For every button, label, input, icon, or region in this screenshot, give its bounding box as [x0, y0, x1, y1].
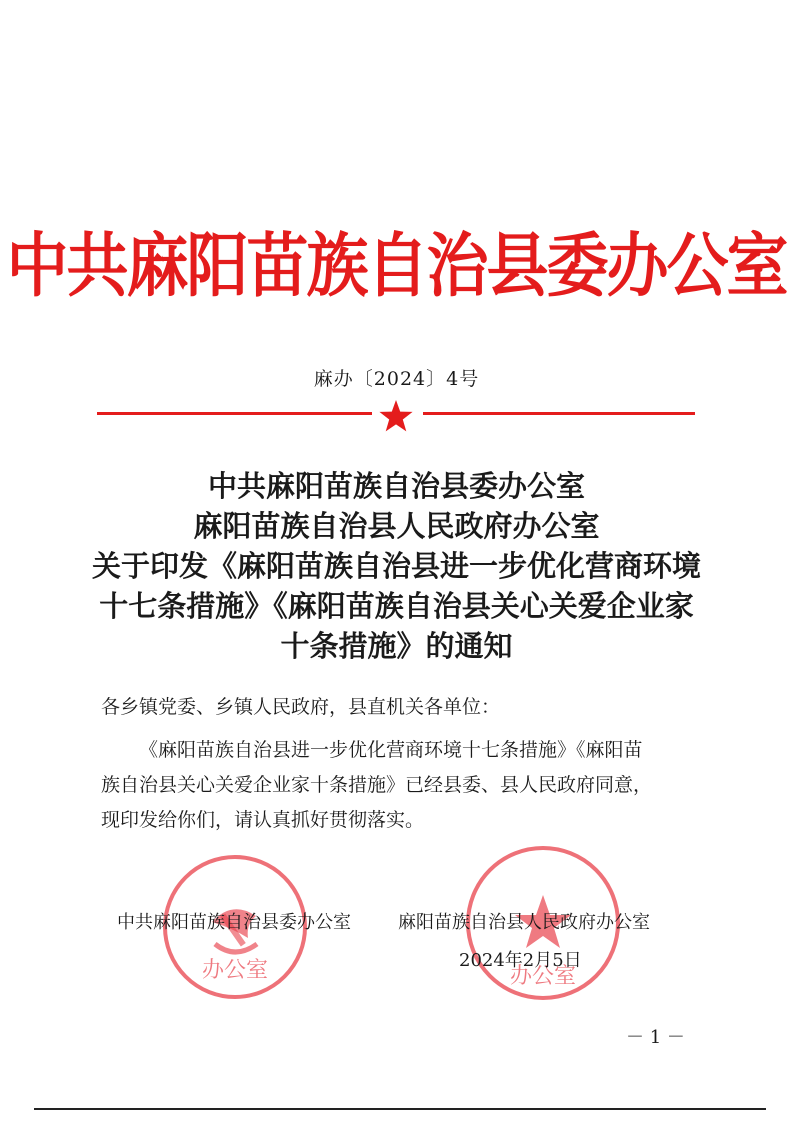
red-divider-left [97, 412, 372, 415]
bottom-rule [34, 1108, 766, 1110]
notice-title-line: 十条措施》的通知 [280, 629, 513, 663]
paragraph-line: 《麻阳苗族自治县进一步优化营商环境十七条措施》《麻阳苗 [139, 739, 643, 761]
red-divider-right [423, 412, 695, 415]
notice-title-line: 十七条措施》《麻阳苗族自治县关心关爱企业家 [99, 589, 694, 623]
notice-title-line: 麻阳苗族自治县人民政府办公室 [193, 509, 600, 543]
svg-text:办公室: 办公室 [509, 964, 577, 989]
notice-title [0, 466, 793, 666]
notice-title-line: 关于印发《麻阳苗族自治县进一步优化营商环境 [91, 549, 701, 583]
issue-date: 2024年2月5日 [459, 950, 582, 971]
issuing-authority-title: 中共麻阳苗族自治县委办公室 [6, 224, 787, 307]
svg-text:办公室: 办公室 [201, 958, 269, 983]
signature-party-office: 中共麻阳苗族自治县委办公室 [117, 912, 351, 933]
paragraph-line: 现印发给你们，请认真抓好贯彻落实。 [101, 809, 425, 831]
signature-government-office: 麻阳苗族自治县人民政府办公室 [398, 912, 650, 933]
paragraph-line: 族自治县关心关爱企业家十条措施》已经县委、县人民政府同意， [101, 774, 653, 796]
page-number: － 1 － [626, 1027, 685, 1048]
salutation: 各乡镇党委、乡镇人民政府，县直机关各单位： [101, 696, 501, 718]
red-star-icon [378, 398, 414, 434]
notice-title-line: 中共麻阳苗族自治县委办公室 [207, 469, 585, 503]
body-paragraph [101, 733, 701, 838]
document-number: 麻办〔2024〕4号 [313, 368, 480, 390]
